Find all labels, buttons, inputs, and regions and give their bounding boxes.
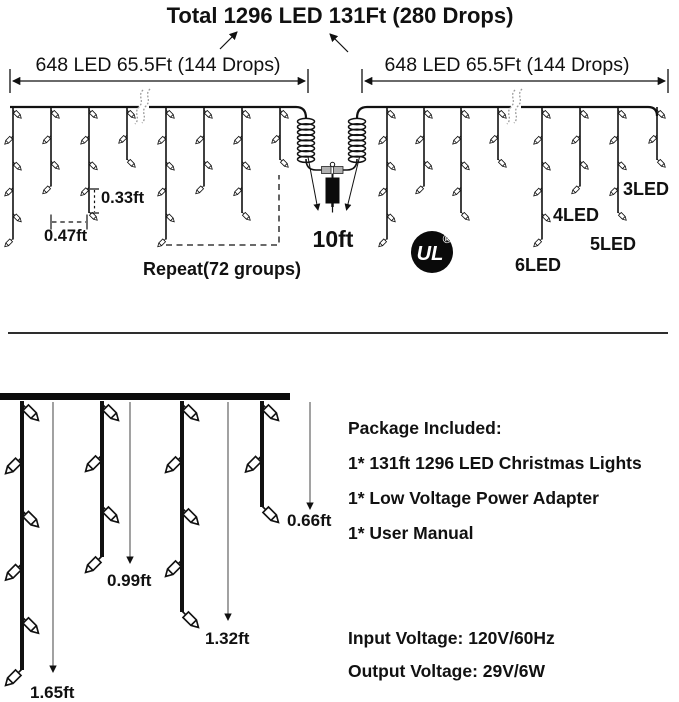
led-count-label-5: 5LED	[590, 234, 637, 254]
led-bulb-icon	[194, 184, 205, 195]
drop-spacing-label: 0.47ft	[44, 227, 88, 245]
title-pointer-arrow-left	[220, 32, 237, 49]
output-voltage-spec: Output Voltage: 29V/6W	[348, 661, 546, 681]
left-section-label: 648 LED 65.5Ft (144 Drops)	[35, 54, 281, 76]
connector-ring-icon	[330, 162, 334, 166]
led-bulb-icon	[126, 158, 137, 169]
package-item: 1* Low Voltage Power Adapter	[348, 488, 599, 508]
package-item: 1* User Manual	[348, 523, 474, 543]
led-bulb-icon	[156, 237, 167, 248]
led-count-label-6: 6LED	[515, 255, 562, 275]
title-pointer-arrow-right	[330, 34, 348, 52]
led-bulb-icon	[83, 553, 105, 575]
led-bulb-icon	[532, 237, 543, 248]
right-section-label: 648 LED 65.5Ft (144 Drops)	[384, 54, 630, 76]
ul-registered-mark: ®	[442, 232, 452, 246]
led-bulb-icon	[497, 158, 508, 169]
drop-length-label: 0.99ft	[107, 571, 152, 590]
led-bulb-icon	[3, 666, 25, 688]
package-heading: Package Included:	[348, 418, 502, 438]
led-bulb-icon	[179, 608, 201, 630]
drop-length-label: 0.66ft	[287, 511, 332, 530]
repeat-label: Repeat(72 groups)	[143, 259, 302, 279]
led-bulb-icon	[241, 211, 252, 222]
drop-length-label: 1.65ft	[30, 683, 75, 702]
led-count-label-4: 4LED	[553, 205, 600, 225]
input-voltage-spec: Input Voltage: 120V/60Hz	[348, 628, 555, 648]
drop-length-label: 1.32ft	[205, 629, 250, 648]
lead-length-arrow-right	[347, 157, 360, 210]
led-bulb-icon	[617, 211, 628, 222]
led-bulb-icon	[259, 503, 281, 525]
lead-length-arrow-left	[308, 157, 318, 210]
connector-socket-icon	[334, 167, 344, 174]
led-bulb-icon	[3, 237, 14, 248]
led-spacing-label: 0.33ft	[101, 189, 145, 207]
led-bulb-icon	[570, 184, 581, 195]
led-bulb-icon	[377, 237, 388, 248]
ul-text: UL	[416, 243, 444, 265]
right-wire	[357, 107, 657, 118]
led-count-label-3: 3LED	[623, 179, 670, 199]
led-bulb-icon	[88, 211, 99, 222]
power-adapter-icon	[326, 178, 340, 204]
package-item: 1* 131ft 1296 LED Christmas Lights	[348, 453, 642, 473]
coiled-lead-wires	[298, 118, 366, 162]
bottom-icicle-drops	[3, 401, 310, 688]
repeat-group-box	[166, 175, 279, 245]
led-bulb-icon	[41, 184, 52, 195]
led-bulb-icon	[460, 211, 471, 222]
page-title: Total 1296 LED 131Ft (280 Drops)	[166, 3, 514, 28]
connector-plug-icon	[322, 167, 332, 174]
led-bulb-icon	[414, 184, 425, 195]
led-bulb-icon	[656, 158, 667, 169]
led-bulb-icon	[279, 158, 290, 169]
bottom-wire-bar	[0, 393, 290, 400]
lead-length-label: 10ft	[312, 226, 354, 252]
